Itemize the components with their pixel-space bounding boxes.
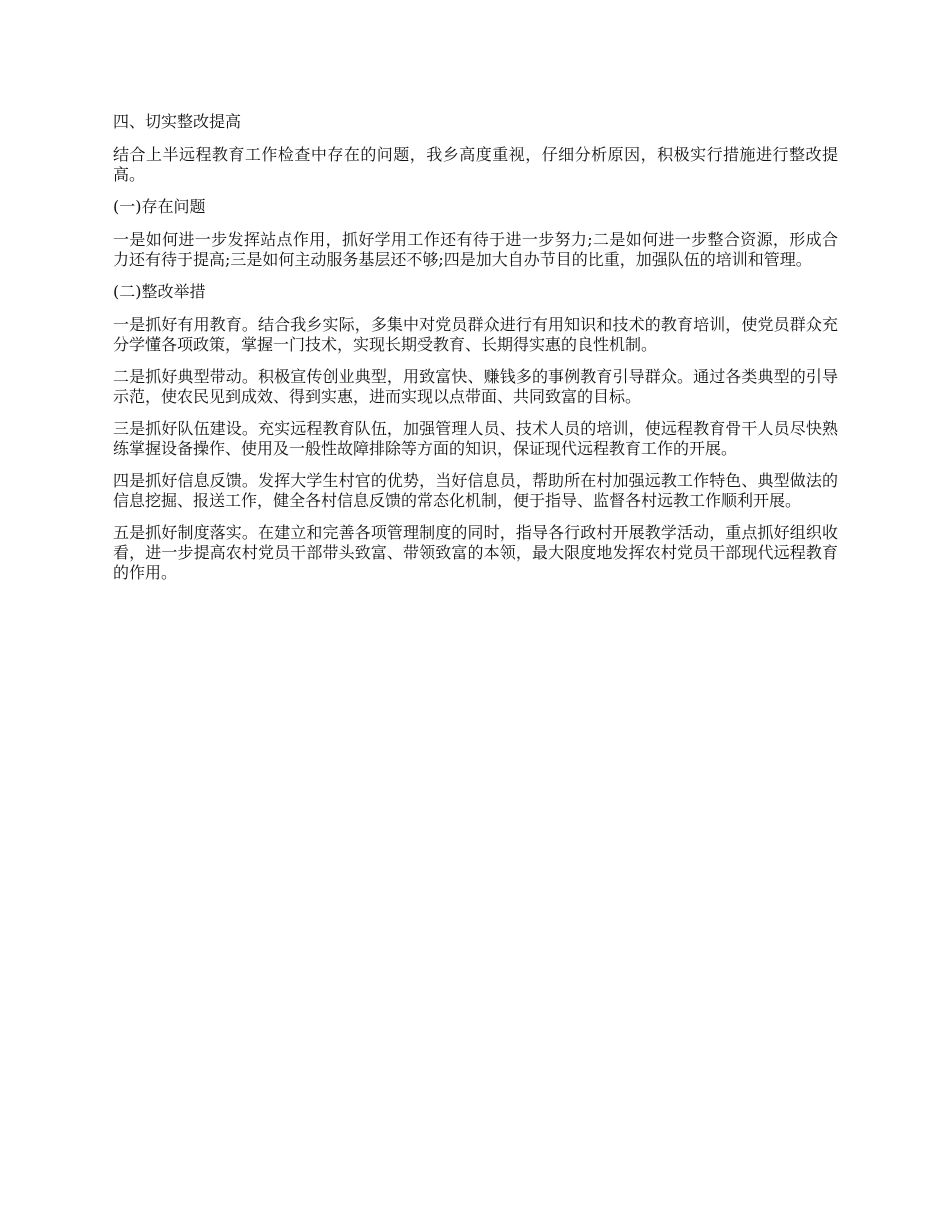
paragraph-measure-5: 五是抓好制度落实。在建立和完善各项管理制度的同时，指导各行政村开展教学活动，重点抓好组织收看，进一步提高农村党员干部带头致富、带领致富的本领，最大限度地发挥农村党员干部现代远程教育的作用。: [113, 523, 838, 582]
paragraph-measure-2: 二是抓好典型带动。积极宣传创业典型，用致富快、赚钱多的事例教育引导群众。通过各类典型的引导示范，使农民见到成效、得到实惠，进而实现以点带面、共同致富的目标。: [113, 367, 838, 406]
document-body: [113, 112, 838, 595]
paragraph-problems: 一是如何进一步发挥站点作用，抓好学用工作还有待于进一步努力;二是如何进一步整合资源，形成合力还有待于提高;三是如何主动服务基层还不够;四是加大自办节目的比重，加强队伍的培训和管理。: [113, 230, 838, 269]
subsection-heading-measures: (二)整改举措: [113, 282, 206, 301]
paragraph-intro: 结合上半远程教育工作检查中存在的问题，我乡高度重视，仔细分析原因，积极实行措施进行整改提高。: [113, 145, 838, 184]
section-heading: 四、切实整改提高: [113, 112, 242, 131]
paragraph-measure-4: 四是抓好信息反馈。发挥大学生村官的优势，当好信息员，帮助所在村加强远教工作特色、典型做法的信息挖掘、报送工作，健全各村信息反馈的常态化机制，便于指导、监督各村远教工作顺利开展。: [113, 471, 838, 510]
paragraph-measure-3: 三是抓好队伍建设。充实远程教育队伍，加强管理人员、技术人员的培训，使远程教育骨干人员尽快熟练掌握设备操作、使用及一般性故障排除等方面的知识，保证现代远程教育工作的开展。: [113, 419, 838, 458]
paragraph-measure-1: 一是抓好有用教育。结合我乡实际，多集中对党员群众进行有用知识和技术的教育培训，使党员群众充分学懂各项政策，掌握一门技术，实现长期受教育、长期得实惠的良性机制。: [113, 315, 838, 354]
subsection-heading-problems: (一)存在问题: [113, 197, 206, 216]
